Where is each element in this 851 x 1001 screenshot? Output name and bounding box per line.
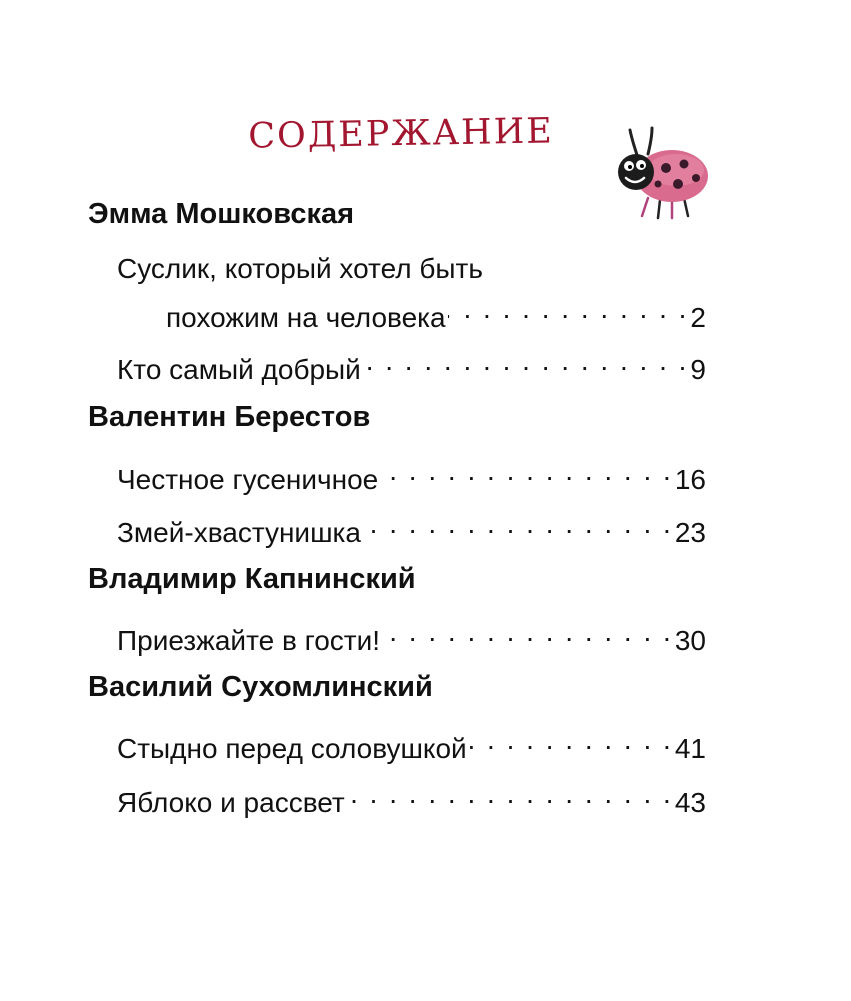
toc-entry-title: Стыдно перед соловушкой — [117, 733, 467, 764]
toc-entry-title: Змей-хвастунишка — [117, 517, 361, 548]
author-heading: Владимир Капнинский — [88, 563, 416, 595]
page-number: 30 — [674, 625, 706, 656]
author-heading: Эмма Мошковская — [88, 198, 355, 230]
toc-entry[interactable] — [117, 722, 706, 764]
author-heading: Василий Сухомлинский — [88, 671, 433, 703]
page-number: 41 — [674, 733, 706, 764]
toc-entry[interactable] — [117, 614, 706, 656]
toc-entry-title: Яблоко и рассвет — [117, 787, 345, 818]
page-title: СОДЕРЖАНИЕ — [247, 111, 555, 157]
dot-leader — [347, 776, 673, 812]
dot-leader — [380, 453, 673, 489]
toc-entry-title: Кто самый добрый — [117, 354, 361, 385]
page-number: 2 — [690, 302, 706, 333]
toc-entry-title: Честное гусеничное — [117, 464, 379, 495]
toc-entry-title-line1: Суслик, который хотел быть — [117, 253, 483, 284]
dot-leader — [469, 722, 673, 758]
author-heading: Валентин Берестов — [88, 401, 371, 433]
page-number: 23 — [674, 517, 706, 548]
page-number: 9 — [690, 354, 706, 385]
page-number: 43 — [674, 787, 706, 818]
toc-entry[interactable] — [117, 506, 706, 548]
dot-leader — [363, 343, 689, 379]
toc-entry[interactable] — [166, 291, 706, 333]
dot-leader — [363, 506, 673, 542]
toc-entry[interactable] — [117, 776, 706, 818]
toc-entry-title-line2: похожим на человека — [166, 302, 446, 333]
toc-entry-title: Приезжайте в гости! — [117, 625, 381, 656]
ladybug-icon — [608, 118, 718, 222]
toc-entry[interactable] — [117, 453, 706, 495]
dot-leader — [448, 291, 689, 327]
page-number: 16 — [674, 464, 706, 495]
toc-entry[interactable] — [117, 343, 706, 385]
dot-leader — [382, 614, 673, 650]
